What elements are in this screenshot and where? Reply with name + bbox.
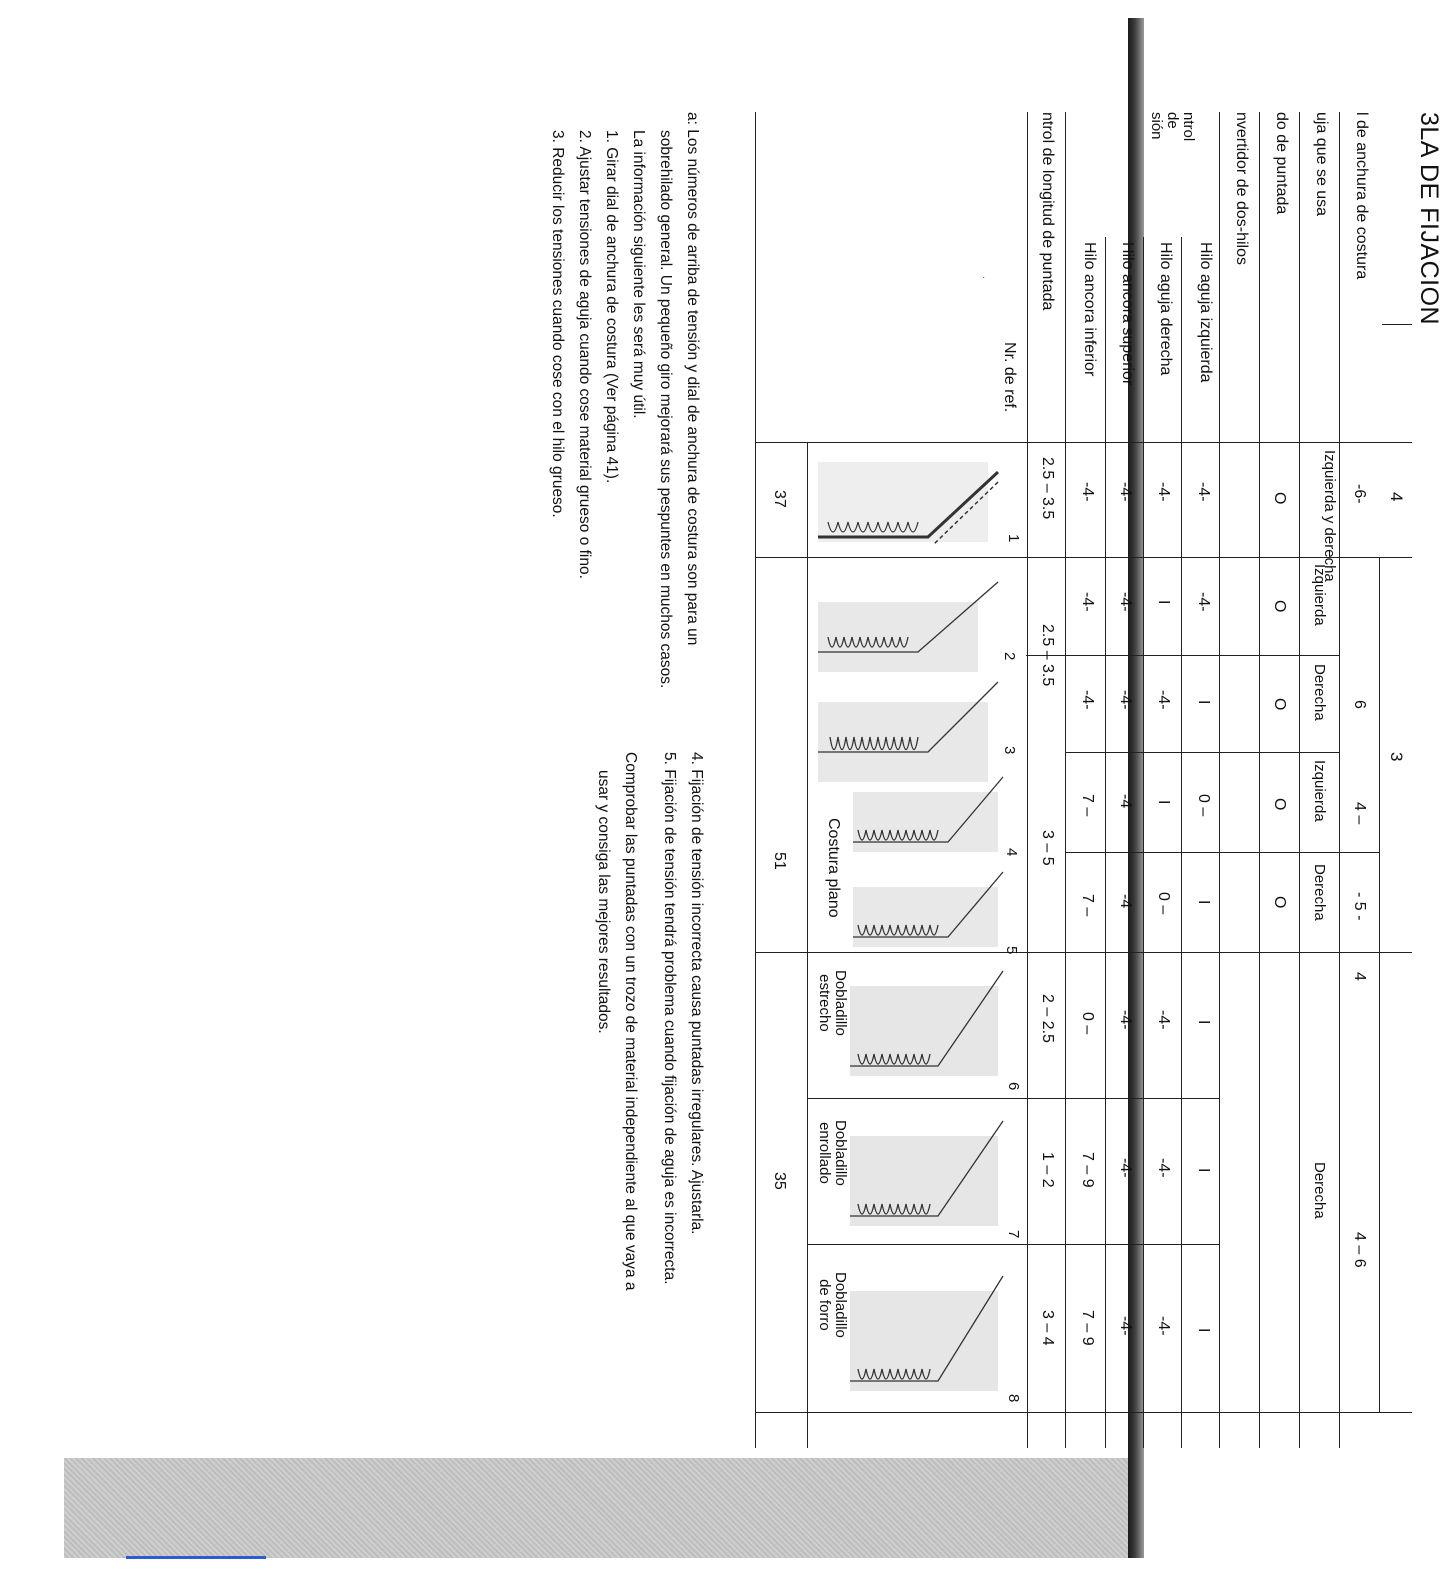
- g2-upper-a: -4-: [1117, 592, 1134, 612]
- note-left-2: La información siguiente les será muy útil.: [630, 130, 647, 419]
- scan-margin-texture: [64, 1458, 1144, 1558]
- label-upper-looper: Hilo ancora superior: [1119, 242, 1136, 386]
- note-right-3: Comprobar las puntadas con un trozo de material independiente al que vaya a: [622, 752, 639, 1291]
- rule-row-9: [1027, 112, 1028, 1448]
- label-ref-no: Nr. de ref.: [1001, 342, 1018, 413]
- rule-row-3: [1259, 112, 1260, 1448]
- g4-upper-a: -4-: [1117, 1010, 1134, 1030]
- note-left-4: 2. Ajustar tensiones de aguja cuando cose material grueso o fino.: [576, 130, 593, 579]
- g4-left-a: I: [1195, 1020, 1212, 1025]
- g1-width: -6-: [1351, 484, 1368, 504]
- g2-threads: 3: [1387, 752, 1406, 762]
- g3-needle-right: Derecha: [1311, 864, 1328, 921]
- rule-bottom: [755, 112, 756, 1448]
- g3-illus-num-b: 5: [1003, 946, 1020, 955]
- g4-right-b: -4-: [1155, 1158, 1172, 1178]
- label-left-needle: Hilo aguja izquierda: [1197, 242, 1214, 383]
- scan-blue-line: [126, 1556, 266, 1559]
- label-lower-looper: Hilo ancora inferior: [1081, 242, 1098, 377]
- note-right-0: 4. Fijación de tensión incorrecta causa puntadas irregulares. Ajustarla.: [688, 752, 705, 1235]
- col-sep-right: [756, 1412, 1412, 1413]
- label-converter: nvertidor de dos-hilos: [1233, 112, 1250, 265]
- g4-illus-num-c: 8: [1005, 1394, 1022, 1403]
- g3-needle-left: Izquierda: [1311, 760, 1328, 822]
- g3-mode-right: O: [1271, 896, 1288, 909]
- g2-length: 2.5 – 3.5: [1039, 624, 1056, 687]
- g4-needle: Derecha: [1311, 1162, 1328, 1219]
- g4-width-a: 4: [1351, 972, 1368, 981]
- g4-caption-c: Dobladillo de forro: [816, 1272, 849, 1338]
- g4-illus-num-b: 7: [1005, 1230, 1022, 1239]
- stitch-illustration-4-5: [848, 762, 1008, 950]
- g2-lower-b: -4-: [1079, 690, 1096, 710]
- rule-row-4: [1219, 112, 1220, 1448]
- g1-upper: -4-: [1117, 482, 1134, 502]
- note-left-0: a: Los números de arriba de tensión y dial de anchura de costura son para un: [684, 112, 701, 646]
- rule-row-1: [1339, 112, 1340, 1448]
- g4-width-b: 4 – 6: [1351, 1232, 1368, 1268]
- g2-left-b: I: [1195, 700, 1212, 705]
- col-sep-c: [1026, 655, 1340, 656]
- g4-illus-num-a: 6: [1005, 1082, 1022, 1091]
- rule-subhead: [1379, 557, 1380, 1412]
- note-right-gap: [644, 752, 656, 1452]
- g1-mode: O: [1271, 492, 1288, 505]
- g3-width-a: 4 –: [1351, 802, 1368, 825]
- g4-left-b: I: [1195, 1168, 1212, 1173]
- notes-left: [544, 112, 706, 732]
- g4-caption-b: Dobladillo enrollado: [816, 1120, 849, 1186]
- g4-caption-a: Dobladillo estrecho: [816, 970, 849, 1036]
- g1-right: -4-: [1155, 482, 1172, 502]
- g2-needle-left: Izquierda: [1311, 564, 1328, 626]
- rule-row-8: [1065, 112, 1066, 1448]
- col-sep-a: [756, 442, 1412, 443]
- g4-right-a: -4-: [1155, 1010, 1172, 1030]
- col-sep-d: [1066, 752, 1340, 753]
- scan-speck: ·: [982, 272, 986, 283]
- g1-left: -4-: [1195, 482, 1212, 502]
- col-sep-f: [756, 952, 1412, 953]
- g4-length-b: 1 – 2: [1039, 1152, 1056, 1188]
- g4-left-c: I: [1195, 1328, 1212, 1333]
- rule-row-6: [1143, 237, 1144, 1448]
- g3-upper-a: -4: [1117, 794, 1134, 809]
- g1-threads: 4: [1387, 492, 1406, 502]
- g3-mode-left: O: [1271, 798, 1288, 811]
- g2-width: 6: [1351, 700, 1368, 709]
- g2-right-a: I: [1155, 600, 1172, 605]
- label-width-dial: l de anchura de costura: [1353, 112, 1370, 280]
- note-left-1: sobrehilado general. Un pequeño giro mejorará sus pespuntes en muchos casos.: [657, 130, 674, 689]
- page-title: 3LA DE FIJACION: [1415, 112, 1443, 326]
- g3-left-a: 0 –: [1195, 794, 1212, 817]
- col-sep-b: [756, 557, 1412, 558]
- g1-lower: -4-: [1079, 482, 1096, 502]
- col-sep-e: [1066, 852, 1380, 853]
- g3-lower-b: 7 –: [1079, 894, 1096, 917]
- stitch-illustration-1: [812, 452, 1008, 552]
- g2-mode-right: O: [1271, 698, 1288, 711]
- note-right-1: 5. Fijación de tensión tendrá problema cuando fijación de aguja es incorrecta.: [661, 752, 678, 1285]
- g2-mode-left: O: [1271, 600, 1288, 613]
- g1-length: 2.5 – 3.5: [1039, 457, 1056, 520]
- g3-length: 3 – 5: [1039, 830, 1056, 866]
- rule-row-5: [1181, 237, 1182, 1448]
- rotated-page: [388, 112, 1448, 1448]
- note-left-3: 1. Girar dial de anchura de costura (Ver página 41).: [603, 130, 620, 484]
- g3-left-b: I: [1195, 900, 1212, 905]
- g4-length-c: 3 – 4: [1039, 1310, 1056, 1346]
- g1-illus-num: 1: [1005, 534, 1022, 543]
- rule-row-2: [1299, 112, 1300, 1448]
- g2-needle-right: Derecha: [1311, 664, 1328, 721]
- g3-lower-a: 7 –: [1079, 794, 1096, 817]
- label-stitch-mode: do de puntada: [1273, 112, 1290, 215]
- g1-needle: Izquierda y derecha: [1321, 450, 1338, 582]
- notes-right: [590, 752, 710, 1452]
- g3-caption: Costura plano: [825, 818, 842, 918]
- label-tension-group: ntrol de sión: [1148, 112, 1197, 142]
- label-needle-used: uja que se usa: [1313, 112, 1330, 217]
- g2-upper-b: -4-: [1117, 690, 1134, 710]
- g4-lower-b: 7 – 9: [1079, 1152, 1096, 1188]
- g3-right-b: 0 –: [1155, 892, 1172, 915]
- g1-ref: 37: [771, 490, 788, 508]
- g2-illus-num-b: 3: [1001, 746, 1018, 755]
- g2-left-a: -4-: [1195, 592, 1212, 612]
- g2-right-b: -4-: [1155, 690, 1172, 710]
- g3-illus-num-a: 4: [1003, 848, 1020, 857]
- g3-upper-b: -4: [1117, 894, 1134, 909]
- g4-upper-c: -4-: [1117, 1316, 1134, 1336]
- g3-width-b: - 5 -: [1351, 892, 1368, 921]
- g4-ref: 35: [771, 1172, 788, 1190]
- note-left-5: 3. Reducir los tensiones cuando cose con el hilo grueso.: [549, 130, 566, 518]
- g3-ref: 51: [771, 852, 788, 870]
- g4-lower-c: 7 – 9: [1079, 1310, 1096, 1346]
- g3-right-a: I: [1155, 800, 1172, 805]
- g4-length-a: 2 – 2.5: [1039, 994, 1056, 1043]
- g4-right-c: -4-: [1155, 1316, 1172, 1336]
- g4-upper-b: -4-: [1117, 1158, 1134, 1178]
- note-right-4: usar y consiga las mejores resultados.: [595, 770, 612, 1034]
- g4-lower-a: 0 –: [1079, 1012, 1096, 1035]
- label-right-needle: Hilo aguja derecha: [1157, 242, 1174, 376]
- stitch-illustration-6-8: [848, 956, 1008, 1411]
- rule-row-7: [1105, 237, 1106, 1448]
- g2-illus-num-a: 2: [1001, 652, 1018, 661]
- g2-lower-a: -4-: [1079, 592, 1096, 612]
- label-stitch-length: ntrol de longitud de puntada: [1039, 112, 1056, 311]
